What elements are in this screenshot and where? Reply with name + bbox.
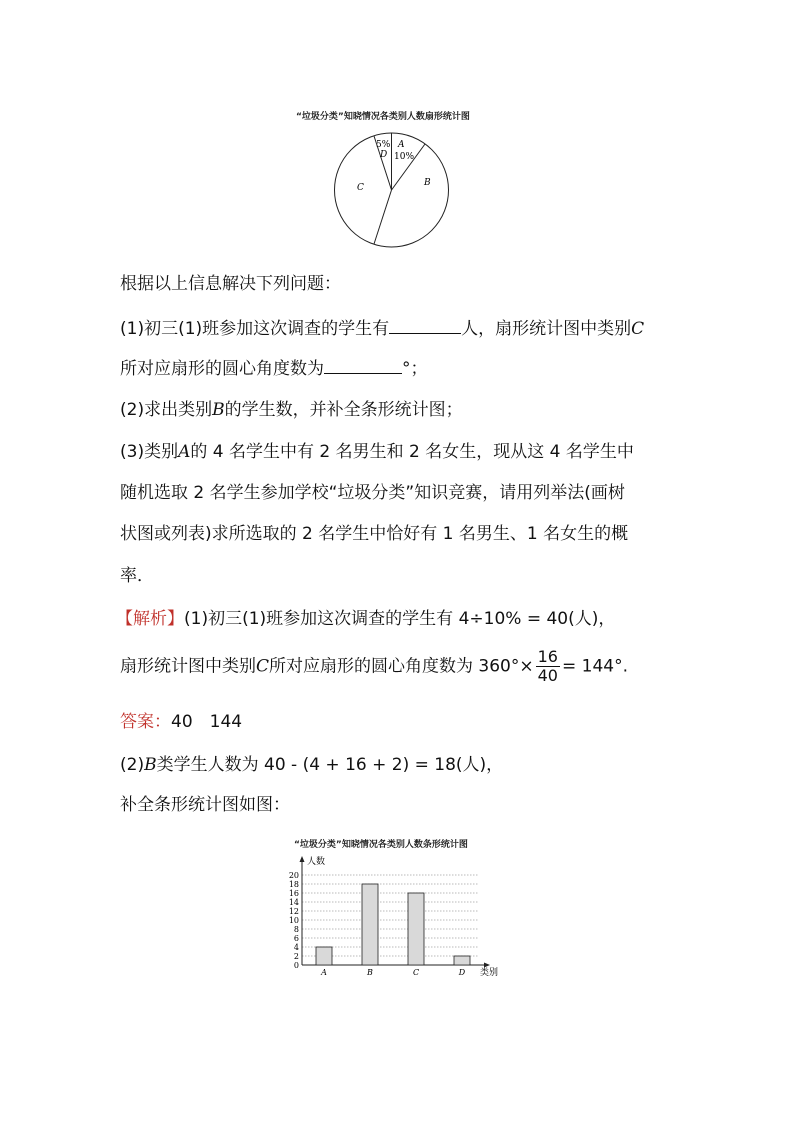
solution-line-3: [120, 754, 503, 776]
q2-part-a: (2)求出类别: [120, 400, 213, 420]
bar-chart: [282, 852, 512, 987]
answer-values: 40 144: [171, 712, 243, 732]
y-tick-label: 0: [293, 961, 299, 970]
q3-part-a: (3)类别: [120, 442, 179, 462]
pie-label-c: C: [357, 183, 364, 193]
y-tick-label: 6: [293, 934, 299, 943]
pie-chart: [322, 125, 462, 265]
x-axis-label: 类别: [480, 968, 499, 978]
sol2-category-c: C: [256, 656, 270, 677]
y-tick-label: 20: [288, 871, 299, 880]
sol3-part-a: (2): [120, 755, 145, 775]
q3-part-c: 的 4 名学生中有 2 名男生和 2 名女生，现从这 4 名学生中: [190, 442, 634, 462]
question-1-line-1: [120, 317, 644, 340]
q3-category-a: A: [178, 442, 191, 462]
q1-part-a: (1)初三(1)班参加这次调查的学生有: [120, 319, 390, 339]
pie-label-d-pct: 5%: [376, 140, 391, 150]
q2-category-b: B: [212, 400, 225, 420]
y-tick-label: 4: [293, 943, 299, 952]
q2-part-c: 的学生数，并补全条形统计图；: [224, 400, 463, 420]
fraction-denominator: 40: [537, 666, 558, 685]
bar-chart-title: “垃圾分类”知晓情况各类别人数条形统计图: [294, 840, 468, 850]
pie-label-a-pct: 10%: [394, 152, 415, 162]
blank-students: [389, 317, 461, 334]
sol2-part-a: 扇形统计图中类别: [120, 656, 256, 677]
x-axis-arrow: [484, 963, 490, 968]
question-3-line-1: [120, 441, 634, 463]
question-3-line-4: 率．: [120, 566, 154, 586]
jiexi-label: 【解析】: [116, 609, 184, 629]
bar-d: [454, 956, 470, 965]
bar-b: [362, 884, 378, 965]
solution-part-1: (1)初三(1)班参加这次调查的学生有 4÷10% = 40(人)，: [184, 609, 616, 629]
x-tick-label: C: [412, 968, 420, 977]
x-tick-label: A: [321, 968, 327, 977]
y-tick-label: 12: [288, 907, 299, 916]
intro-text: 根据以上信息解决下列问题：: [120, 274, 341, 294]
sol2-part-d: = 144°.: [561, 656, 628, 677]
pie-title: “垃圾分类”知晓情况各类别人数扇形统计图: [296, 112, 470, 122]
solution-line-4: 补全条形统计图如图：: [120, 795, 290, 815]
answer-line: [120, 711, 242, 733]
q1-category-c: C: [631, 319, 645, 339]
y-axis-label: 人数: [307, 857, 326, 867]
q1-part-e: °；: [402, 359, 428, 379]
q1-part-b: 人，扇形统计图中类别: [461, 319, 632, 339]
question-1-line-2: [120, 357, 428, 380]
y-tick-label: 16: [288, 889, 299, 898]
bar-a: [316, 947, 332, 965]
solution-line-1: [116, 608, 615, 630]
y-tick-label: 14: [288, 898, 299, 907]
fraction-16-40: [536, 648, 560, 685]
bar-c: [408, 893, 424, 965]
x-tick-label: B: [367, 968, 373, 977]
answer-label: 答案：: [120, 712, 171, 732]
x-tick-label: D: [458, 968, 466, 977]
solution-line-2: [120, 648, 628, 685]
y-axis-arrow: [300, 856, 305, 862]
pie-label-b: B: [424, 178, 431, 188]
sol3-category-b: B: [144, 755, 157, 775]
pie-label-d: D: [380, 150, 388, 160]
y-tick-label: 18: [288, 880, 299, 889]
y-tick-label: 8: [293, 925, 299, 934]
y-tick-label: 10: [288, 916, 299, 925]
q1-part-d: 所对应扇形的圆心角度数为: [120, 359, 324, 379]
y-tick-label: 2: [293, 952, 299, 961]
sol2-part-c: 所对应扇形的圆心角度数为 360°×: [269, 656, 534, 677]
question-3-line-3: 状图或列表)求所选取的 2 名学生中恰好有 1 名男生、1 名女生的概: [120, 524, 629, 544]
question-3-line-2: 随机选取 2 名学生参加学校“垃圾分类”知识竞赛，请用列举法(画树: [120, 483, 625, 503]
blank-angle: [324, 357, 402, 374]
fraction-numerator: 16: [537, 647, 558, 666]
pie-label-a: A: [398, 140, 405, 150]
question-2: [120, 399, 463, 421]
sol3-part-c: 类学生人数为 40 - (4 + 16 + 2) = 18(人)，: [156, 755, 504, 775]
